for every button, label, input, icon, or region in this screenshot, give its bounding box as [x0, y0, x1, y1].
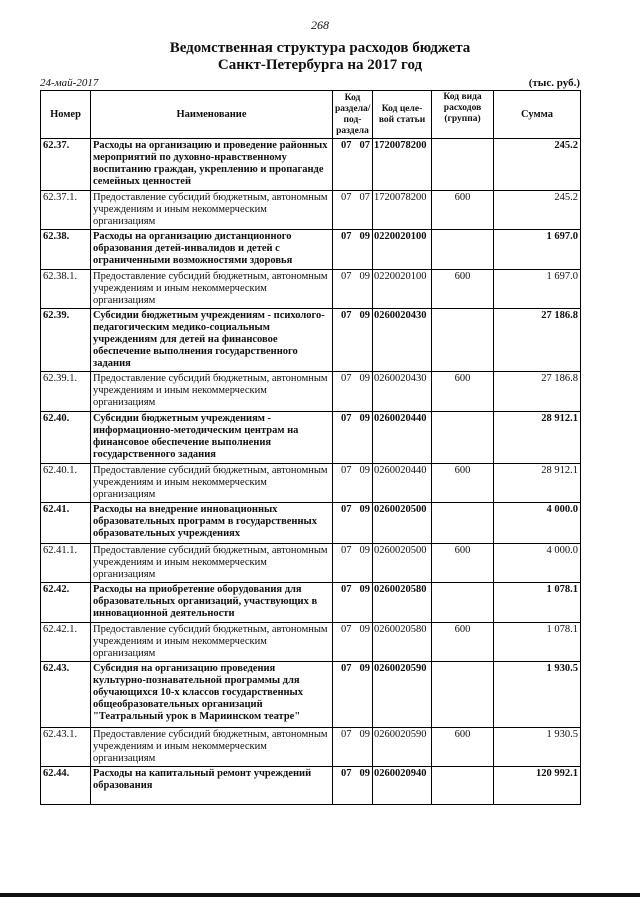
row-expense-type-cell — [432, 662, 494, 728]
row-section-cell: 07 — [333, 767, 353, 805]
row-expense-type-cell: 600 — [432, 191, 494, 230]
table-row — [41, 464, 581, 503]
bottom-rule — [0, 893, 640, 897]
row-expense-type-cell: 600 — [432, 270, 494, 309]
page-number: 268 — [311, 18, 329, 32]
row-expense-type-cell — [432, 583, 494, 623]
row-section-cell: 07 — [333, 230, 353, 270]
row-number-cell: 62.40. — [41, 412, 91, 464]
row-subsection-cell: 09 — [353, 623, 373, 662]
row-subsection-cell: 09 — [353, 728, 373, 767]
title-line-1: Ведомственная структура расходов бюджета — [169, 40, 471, 56]
budget-table — [40, 90, 581, 805]
header-article: Код целе- вой статьи — [373, 91, 432, 139]
row-name-cell: Субсидии бюджетным учреждениям - психолого-педагогическим медико-социальным учреждениям для детей на финансовое обеспечение выполнения государственного задания — [91, 309, 333, 372]
row-article-cell: 1720078200 — [373, 139, 432, 191]
row-section-cell: 07 — [333, 139, 353, 191]
row-name-cell: Предоставление субсидий бюджетным, автономным учреждениям и иным некоммерческим организациям — [91, 372, 333, 412]
table-row — [41, 503, 581, 544]
row-sum-cell: 28 912.1 — [494, 412, 581, 464]
row-expense-type-cell: 600 — [432, 372, 494, 412]
row-subsection-cell: 09 — [353, 544, 373, 583]
header-expense-type: Код вида расходов (группа) — [432, 91, 494, 139]
row-sum-cell: 28 912.1 — [494, 464, 581, 503]
row-expense-type-cell — [432, 412, 494, 464]
row-sum-cell: 27 186.8 — [494, 309, 581, 372]
row-article-cell: 0260020580 — [373, 583, 432, 623]
row-number-cell: 62.37. — [41, 139, 91, 191]
row-expense-type-cell — [432, 503, 494, 544]
row-article-cell: 1720078200 — [373, 191, 432, 230]
row-number-cell: 62.42. — [41, 583, 91, 623]
header-section: Код раздела/ под- раздела — [333, 91, 373, 139]
row-name-cell: Субсидии бюджетным учреждениям - информационно-методическим центрам на финансовое обеспечение выполнения государственного задания — [91, 412, 333, 464]
row-sum-cell: 120 992.1 — [494, 767, 581, 805]
row-section-cell: 07 — [333, 191, 353, 230]
row-name-cell: Предоставление субсидий бюджетным, автономным учреждениям и иным некоммерческим организациям — [91, 191, 333, 230]
header-name: Наименование — [91, 91, 333, 139]
row-number-cell: 62.40.1. — [41, 464, 91, 503]
row-expense-type-cell — [432, 309, 494, 372]
table-row — [41, 372, 581, 412]
row-section-cell: 07 — [333, 583, 353, 623]
row-section-cell: 07 — [333, 270, 353, 309]
row-sum-cell: 4 000.0 — [494, 503, 581, 544]
row-name-cell: Предоставление субсидий бюджетным, автономным учреждениям и иным некоммерческим организациям — [91, 623, 333, 662]
row-section-cell: 07 — [333, 728, 353, 767]
row-number-cell: 62.37.1. — [41, 191, 91, 230]
row-subsection-cell: 07 — [353, 139, 373, 191]
row-name-cell: Субсидия на организацию проведения культурно-познавательной программы для обучающихся 10-х классов государственных общеобразовательных организаций "Театральный урок в Мариинском театре" — [91, 662, 333, 728]
table-row — [41, 412, 581, 464]
row-article-cell: 0260020430 — [373, 309, 432, 372]
row-sum-cell: 1 697.0 — [494, 270, 581, 309]
row-number-cell: 62.38.1. — [41, 270, 91, 309]
row-name-cell: Предоставление субсидий бюджетным, автономным учреждениям и иным некоммерческим организациям — [91, 544, 333, 583]
row-expense-type-cell — [432, 230, 494, 270]
row-number-cell: 62.41.1. — [41, 544, 91, 583]
row-expense-type-cell: 600 — [432, 544, 494, 583]
row-number-cell: 62.44. — [41, 767, 91, 805]
table-row — [41, 139, 581, 191]
row-sum-cell: 245.2 — [494, 139, 581, 191]
table-body — [41, 139, 581, 805]
row-sum-cell: 245.2 — [494, 191, 581, 230]
row-article-cell: 0260020500 — [373, 544, 432, 583]
row-article-cell: 0260020580 — [373, 623, 432, 662]
row-subsection-cell: 09 — [353, 767, 373, 805]
row-section-cell: 07 — [333, 544, 353, 583]
row-article-cell: 0260020590 — [373, 728, 432, 767]
row-subsection-cell: 09 — [353, 309, 373, 372]
row-sum-cell: 1 078.1 — [494, 583, 581, 623]
row-number-cell: 62.39.1. — [41, 372, 91, 412]
row-article-cell: 0260020440 — [373, 464, 432, 503]
row-number-cell: 62.41. — [41, 503, 91, 544]
units-label: (тыс. руб.) — [528, 77, 580, 89]
row-expense-type-cell — [432, 767, 494, 805]
header-sum: Сумма — [494, 91, 581, 139]
row-subsection-cell: 09 — [353, 372, 373, 412]
row-name-cell: Предоставление субсидий бюджетным, автономным учреждениям и иным некоммерческим организациям — [91, 270, 333, 309]
row-expense-type-cell: 600 — [432, 728, 494, 767]
title-line-2: Санкт-Петербурга на 2017 год — [217, 57, 423, 73]
row-number-cell: 62.42.1. — [41, 623, 91, 662]
row-sum-cell: 4 000.0 — [494, 544, 581, 583]
row-section-cell: 07 — [333, 372, 353, 412]
table-row — [41, 230, 581, 270]
row-subsection-cell: 09 — [353, 583, 373, 623]
row-section-cell: 07 — [333, 503, 353, 544]
row-subsection-cell: 09 — [353, 412, 373, 464]
row-number-cell: 62.43. — [41, 662, 91, 728]
row-subsection-cell: 09 — [353, 503, 373, 544]
row-subsection-cell: 09 — [353, 464, 373, 503]
row-number-cell: 62.43.1. — [41, 728, 91, 767]
table-row — [41, 583, 581, 623]
row-expense-type-cell — [432, 139, 494, 191]
table-row — [41, 662, 581, 728]
table-header-row — [41, 91, 581, 139]
row-section-cell: 07 — [333, 464, 353, 503]
row-name-cell: Расходы на приобретение оборудования для образовательных организаций, участвующих в инновационной деятельности — [91, 583, 333, 623]
row-name-cell: Предоставление субсидий бюджетным, автономным учреждениям и иным некоммерческим организациям — [91, 728, 333, 767]
row-expense-type-cell: 600 — [432, 464, 494, 503]
row-sum-cell: 1 930.5 — [494, 728, 581, 767]
table-row — [41, 544, 581, 583]
row-sum-cell: 27 186.8 — [494, 372, 581, 412]
row-subsection-cell: 09 — [353, 270, 373, 309]
row-section-cell: 07 — [333, 412, 353, 464]
row-name-cell: Расходы на внедрение инновационных образовательных программ в государственных образовательных учреждениях — [91, 503, 333, 544]
row-number-cell: 62.38. — [41, 230, 91, 270]
document-date: 24-май-2017 — [40, 77, 99, 89]
row-subsection-cell: 09 — [353, 230, 373, 270]
row-sum-cell: 1 078.1 — [494, 623, 581, 662]
row-sum-cell: 1 930.5 — [494, 662, 581, 728]
document-title — [0, 40, 640, 74]
table-row — [41, 191, 581, 230]
row-subsection-cell: 07 — [353, 191, 373, 230]
row-article-cell: 0260020500 — [373, 503, 432, 544]
table-row — [41, 767, 581, 805]
row-article-cell: 0260020430 — [373, 372, 432, 412]
row-article-cell: 0260020440 — [373, 412, 432, 464]
row-section-cell: 07 — [333, 623, 353, 662]
row-subsection-cell: 09 — [353, 662, 373, 728]
table-row — [41, 623, 581, 662]
row-sum-cell: 1 697.0 — [494, 230, 581, 270]
row-article-cell: 0260020590 — [373, 662, 432, 728]
row-section-cell: 07 — [333, 662, 353, 728]
table-row — [41, 270, 581, 309]
row-article-cell: 0220020100 — [373, 230, 432, 270]
table-row — [41, 728, 581, 767]
row-article-cell: 0260020940 — [373, 767, 432, 805]
row-name-cell: Расходы на организацию и проведение районных мероприятий по духовно-нравственному воспитанию граждан, укреплению и пропаганде семейных ценностей — [91, 139, 333, 191]
table-row — [41, 309, 581, 372]
row-name-cell: Расходы на капитальный ремонт учреждений образования — [91, 767, 333, 805]
row-article-cell: 0220020100 — [373, 270, 432, 309]
row-section-cell: 07 — [333, 309, 353, 372]
row-name-cell: Предоставление субсидий бюджетным, автономным учреждениям и иным некоммерческим организациям — [91, 464, 333, 503]
row-name-cell: Расходы на организацию дистанционного образования детей-инвалидов и детей с ограниченными возможностями здоровья — [91, 230, 333, 270]
row-expense-type-cell: 600 — [432, 623, 494, 662]
row-number-cell: 62.39. — [41, 309, 91, 372]
header-number: Номер — [41, 91, 91, 139]
